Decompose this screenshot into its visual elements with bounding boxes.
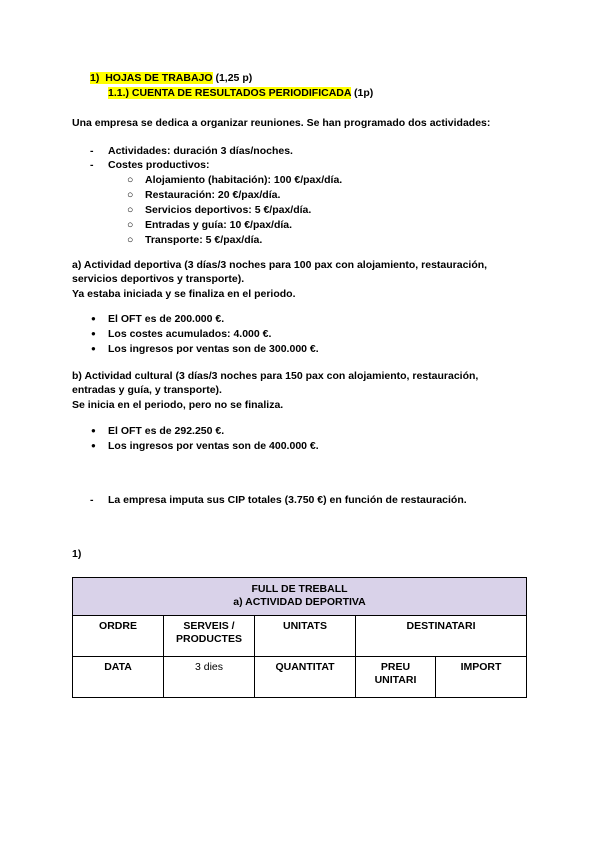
dash-marker: - xyxy=(90,145,94,157)
worksheet-title: FULL DE TREBALL xyxy=(251,583,348,595)
dot-bullet-icon: ● xyxy=(91,426,96,435)
subheading-points: (1p) xyxy=(354,87,374,99)
activity-a-line3: Ya estaba iniciada y se finaliza en el periodo. xyxy=(72,288,296,300)
intro-text: Una empresa se dedica a organizar reuniones. Se han programado dos actividades: xyxy=(72,117,491,129)
circle-bullet-icon: ○ xyxy=(127,189,134,201)
dash-marker: - xyxy=(90,159,94,171)
circle-bullet-icon: ○ xyxy=(127,219,134,231)
cell-preu-line2: UNITARI xyxy=(374,674,417,686)
cell-dies: 3 dies xyxy=(164,657,255,698)
costs-label: Costes productivos: xyxy=(108,159,210,171)
activity-b-bullet: El OFT es de 292.250 €. xyxy=(108,425,225,437)
cost-item: Servicios deportivos: 5 €/pax/día. xyxy=(145,204,312,216)
heading-number: 1) xyxy=(90,72,100,84)
dot-bullet-icon: ● xyxy=(91,441,96,450)
dash-marker: - xyxy=(90,494,94,506)
cost-item: Alojamiento (habitación): 100 €/pax/día. xyxy=(145,174,343,186)
subheading-title: 1.1.) CUENTA DE RESULTADOS PERIODIFICADA xyxy=(108,87,352,99)
activities-item: Actividades: duración 3 días/noches. xyxy=(108,145,293,157)
activity-a-bullet: El OFT es de 200.000 €. xyxy=(108,313,225,325)
cell-preu-line1: PREU xyxy=(380,661,411,673)
cell-ordre: ORDRE xyxy=(73,616,164,657)
activity-b-line3: Se inicia en el periodo, pero no se finaliza. xyxy=(72,399,284,411)
cell-serveis xyxy=(164,616,255,657)
activity-a-bullet: Los ingresos por ventas son de 300.000 €. xyxy=(108,343,319,355)
cost-item: Entradas y guía: 10 €/pax/día. xyxy=(145,219,293,231)
circle-bullet-icon: ○ xyxy=(127,174,134,186)
worksheet-table xyxy=(72,577,527,698)
cell-serveis-line1: SERVEIS / xyxy=(183,620,235,632)
subheading-line xyxy=(108,87,373,99)
cost-item: Restauración: 20 €/pax/día. xyxy=(145,189,281,201)
heading-points: (1,25 p) xyxy=(215,72,253,84)
dot-bullet-icon: ● xyxy=(91,314,96,323)
dot-bullet-icon: ● xyxy=(91,344,96,353)
activity-a-line1: a) Actividad deportiva (3 días/3 noches para 100 pax con alojamiento, restauración, xyxy=(72,259,488,271)
worksheet-header xyxy=(73,578,527,616)
activity-b-line1: b) Actividad cultural (3 días/3 noches para 150 pax con alojamiento, restauración, xyxy=(72,370,479,382)
cell-unitats: UNITATS xyxy=(255,616,356,657)
circle-bullet-icon: ○ xyxy=(127,204,134,216)
activity-a-bullet: Los costes acumulados: 4.000 €. xyxy=(108,328,272,340)
activity-b-bullet: Los ingresos por ventas son de 400.000 €. xyxy=(108,440,319,452)
cell-quantitat: QUANTITAT xyxy=(255,657,356,698)
dot-bullet-icon: ● xyxy=(91,329,96,338)
cell-import: IMPORT xyxy=(436,657,527,698)
circle-bullet-icon: ○ xyxy=(127,234,134,246)
cip-note: La empresa imputa sus CIP totales (3.750 €) en función de restauración. xyxy=(108,494,467,506)
cell-preu xyxy=(356,657,436,698)
heading-line xyxy=(90,72,252,84)
activity-a-line2: servicios deportivos y transporte). xyxy=(72,273,245,285)
activity-b-line2: entradas y guía, y transporte). xyxy=(72,384,222,396)
heading-title: HOJAS DE TRABAJO xyxy=(105,72,213,84)
cell-serveis-line2: PRODUCTES xyxy=(176,633,242,645)
cost-item: Transporte: 5 €/pax/día. xyxy=(145,234,263,246)
answer-number: 1) xyxy=(72,548,82,560)
cell-destinatari: DESTINATARI xyxy=(356,616,527,657)
worksheet-subtitle: a) ACTIVIDAD DEPORTIVA xyxy=(233,596,366,608)
cell-data: DATA xyxy=(73,657,164,698)
